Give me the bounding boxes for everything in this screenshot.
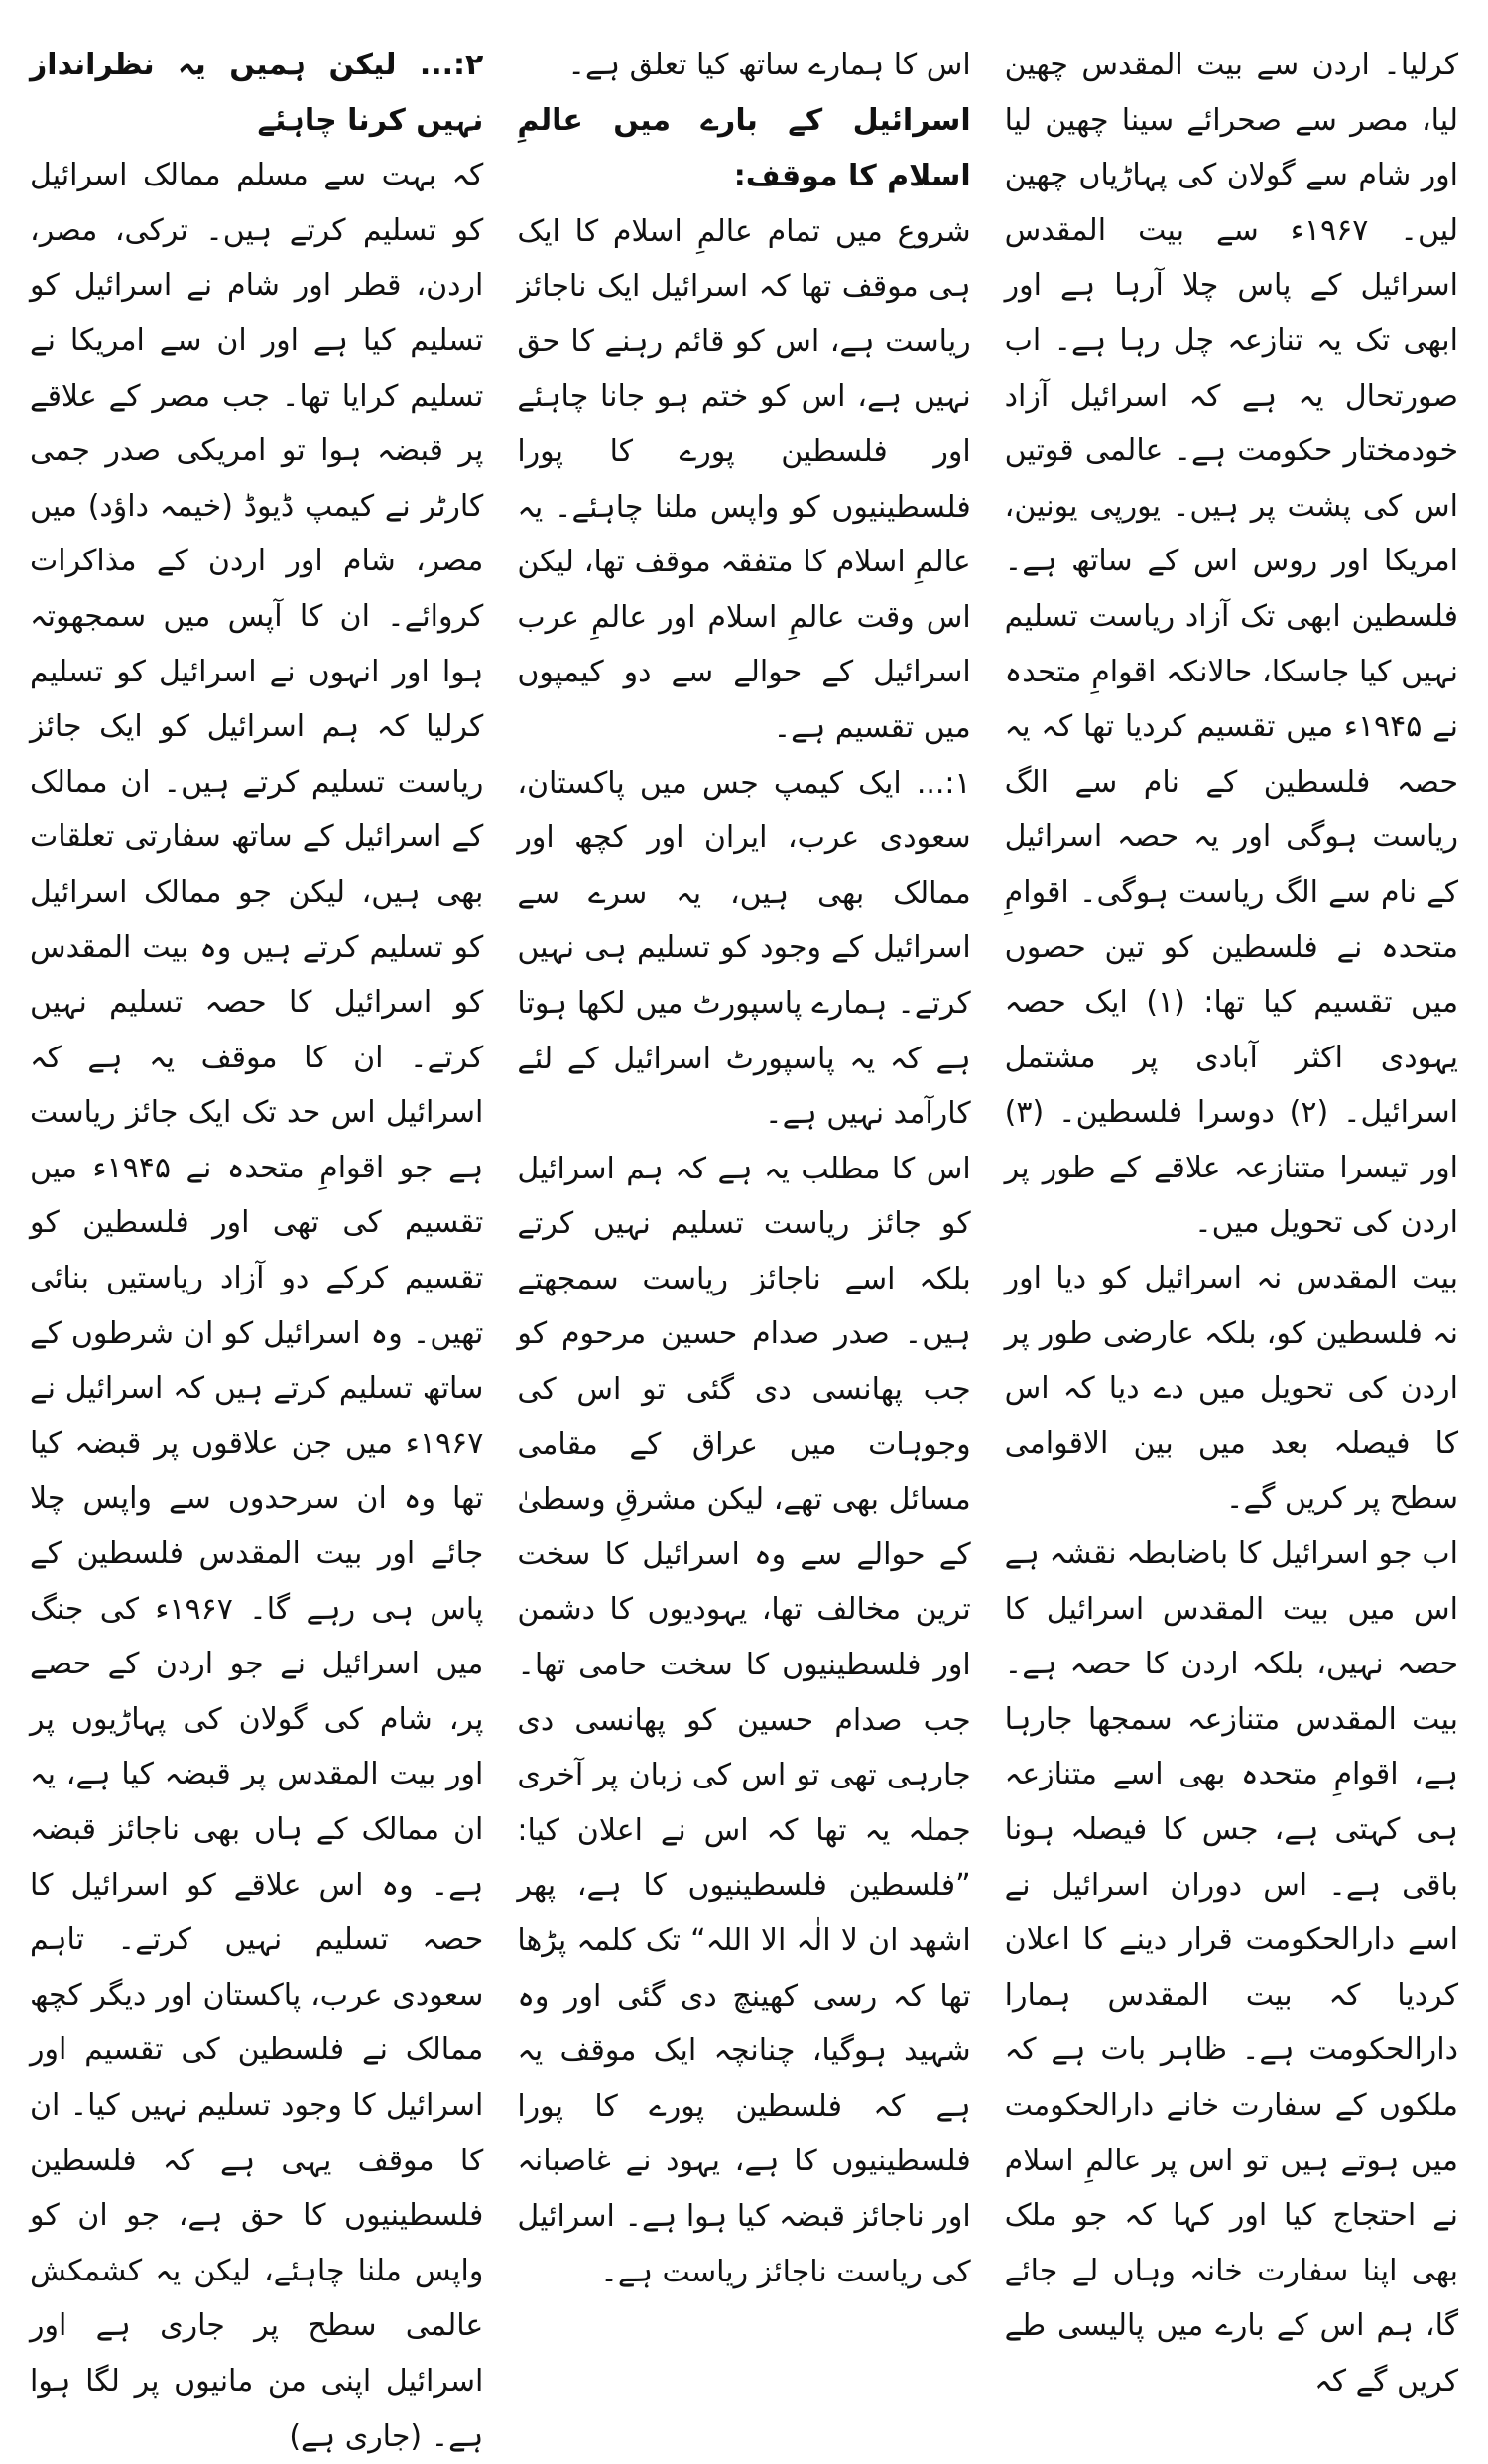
- paragraph: کرلیا۔ اردن سے بیت المقدس چھین لیا، مصر سے صحرائے سینا چھین لیا اور شام سے گولان کی پہاڑیاں چھین لیں۔ ۱۹۶۷ء سے بیت المقدس اسرائیل کے پاس چلا آرہا ہے اور ابھی تک یہ تنازعہ چل رہا ہے۔ اب صورتحال یہ ہے کہ اسرائیل آزاد خودمختار حکومت ہے۔ عالمی قوتیں اس کی پشت پر ہیں۔ یورپی یونین، امریکا اور روس اس کے ساتھ ہے۔ فلسطین ابھی تک آزاد ریاست تسلیم نہیں کیا جاسکا، حالانکہ اقوامِ متحدہ نے ۱۹۴۵ء میں تقسیم کردیا تھا کہ یہ حصہ فلسطین کے نام سے الگ ریاست ہوگی اور یہ حصہ اسرائیل کے نام سے الگ ریاست ہوگی۔ اقوامِ متحدہ نے فلسطین کو تین حصوں میں تقسیم کیا تھا: (۱) ایک حصہ یہودی اکثر آبادی پر مشتمل اسرائیل۔ (۲) دوسرا فلسطین۔ (۳) اور تیسرا متنازعہ علاقے کے طور پر اردن کی تحویل میں۔: [1004, 48, 1459, 1241]
- column-left: [30, 38, 484, 2454]
- paragraph: اب جو اسرائیل کا باضابطہ نقشہ ہے اس میں بیت المقدس اسرائیل کا حصہ نہیں، بلکہ اردن کا حصہ ہے۔ بیت المقدس متنازعہ سمجھا جارہا ہے، اقوامِ متحدہ بھی اسے متنازعہ ہی کہتی ہے، جس کا فیصلہ ہونا باقی ہے۔ اس دوران اسرائیل نے اسے دارالحکومت قرار دینے کا اعلان کردیا کہ بیت المقدس ہمارا دارالحکومت ہے۔ ظاہر بات ہے کہ ملکوں کے سفارت خانے دارالحکومت میں ہوتے ہیں تو اس پر عالمِ اسلام نے احتجاج کیا اور کہا کہ جو ملک بھی اپنا سفارت خانہ وہاں لے جائے گا، ہم اس کے بارے میں پالیسی طے کریں گے کہ: [1004, 1537, 1458, 2399]
- paragraph: اس کا ہمارے ساتھ کیا تعلق ہے۔: [567, 48, 971, 82]
- paragraph: اس کا مطلب یہ ہے کہ ہم اسرائیل کو جائز ریاست تسلیم نہیں کرتے بلکہ اسے ناجائز ریاست سمجھتے ہیں۔ صدر صدام حسین مرحوم کو جب پھانسی دی گئی تو اس کی وجوہات میں عراق کے مقامی مسائل بھی تھے، لیکن مشرقِ وسطیٰ کے حوالے سے وہ اسرائیل کا سخت ترین مخالف تھا، یہودیوں کا دشمن اور فلسطینیوں کا سخت حامی تھا۔ جب صدام حسین کو پھانسی دی جارہی تھی تو اس کی زبان پر آخری جملہ یہ تھا کہ اس نے اعلان کیا: ”فلسطین فلسطینیوں کا ہے، پھر اشھد ان لا الٰہ الا اللہ“ تک کلمہ پڑھا تھا کہ رسی کھینچ دی گئی اور وہ شہید ہوگیا، چنانچہ ایک موقف یہ ہے کہ فلسطین پورے کا پورا فلسطینیوں کا ہے، یہود نے غاصبانہ اور ناجائز قبضہ کیا ہوا ہے۔ اسرائیل کی ریاست ناجائز ریاست ہے۔: [517, 1151, 971, 2289]
- paragraph: کہ بہت سے مسلم ممالک اسرائیل کو تسلیم کرتے ہیں۔ ترکی، مصر، اردن، قطر اور شام نے اسرائیل کو تسلیم کیا ہے اور ان سے امریکا نے تسلیم کرایا تھا۔ جب مصر کے علاقے پر قبضہ ہوا تو امریکی صدر جمی کارٹر نے کیمپ ڈیوڈ (خیمہ داؤد) میں مصر، شام اور اردن کے مذاکرات کروائے۔ ان کا آپس میں سمجھوتہ ہوا اور انہوں نے اسرائیل کو تسلیم کرلیا کہ ہم اسرائیل کو ایک جائز ریاست تسلیم کرتے ہیں۔ ان ممالک کے اسرائیل کے ساتھ سفارتی تعلقات بھی ہیں، لیکن جو ممالک اسرائیل کو تسلیم کرتے ہیں وہ بیت المقدس کو اسرائیل کا حصہ تسلیم نہیں کرتے۔ ان کا موقف یہ ہے کہ اسرائیل اس حد تک ایک جائز ریاست ہے جو اقوامِ متحدہ نے ۱۹۴۵ء میں تقسیم کی تھی اور فلسطین کو تقسیم کرکے دو آزاد ریاستیں بنائی تھیں۔ وہ اسرائیل کو ان شرطوں کے ساتھ تسلیم کرتے ہیں کہ اسرائیل نے ۱۹۶۷ء میں جن علاقوں پر قبضہ کیا تھا وہ ان سرحدوں سے واپس چلا جائے اور بیت المقدس فلسطین کے پاس ہی رہے گا۔ ۱۹۶۷ء کی جنگ میں اسرائیل نے جو اردن کے حصے پر، شام کی گولان کی پہاڑیوں پر اور بیت المقدس پر قبضہ کیا ہے، یہ ان ممالک کے ہاں بھی ناجائز قبضہ ہے۔ وہ اس علاقے کو اسرائیل کا حصہ تسلیم نہیں کرتے۔ تاہم سعودی عرب، پاکستان اور دیگر کچھ ممالک نے فلسطین کی تقسیم اور اسرائیل کا وجود تسلیم نہیں کیا۔ ان کا موقف یہی ہے کہ فلسطین فلسطینیوں کا حق ہے، جو ان کو واپس ملنا چاہئے، لیکن یہ کشمکش عالمی سطح پر جاری ہے اور اسرائیل اپنی من مانیوں پر لگا ہوا ہے۔ (جاری ہے): [30, 158, 484, 2454]
- numbered-paragraph: ۱:... ایک کیمپ جس میں پاکستان، سعودی عرب، ایران اور کچھ اور ممالک بھی ہیں، یہ سرے سے اسرائیل کے وجود کو تسلیم ہی نہیں کرتے۔ ہمارے پاسپورٹ میں لکھا ہوتا ہے کہ یہ پاسپورٹ اسرائیل کے لئے کارآمد نہیں ہے۔: [517, 765, 971, 1132]
- column-middle: [517, 38, 971, 2289]
- section-heading: اسرائیل کے بارے میں عالمِ اسلام کا موقف:: [517, 102, 971, 193]
- paragraph: بیت المقدس نہ اسرائیل کو دیا اور نہ فلسطین کو، بلکہ عارضی طور پر اردن کی تحویل میں دے دیا کہ اس کا فیصلہ بعد میں بین الاقوامی سطح پر کریں گے۔: [1004, 1261, 1458, 1517]
- numbered-heading: ۲:... لیکن ہمیں یہ نظرانداز نہیں کرنا چاہئے: [30, 48, 484, 138]
- paragraph: شروع میں تمام عالمِ اسلام کا ایک ہی موقف تھا کہ اسرائیل ایک ناجائز ریاست ہے، اس کو قائم رہنے کا حق نہیں ہے، اس کو ختم ہو جانا چاہئے اور فلسطین پورے کا پورا فلسطینیوں کو واپس ملنا چاہئے۔ یہ عالمِ اسلام کا متفقہ موقف تھا، لیکن اس وقت عالمِ اسلام اور عالمِ عرب اسرائیل کے حوالے سے دو کیمپوں میں تقسیم ہے۔: [517, 213, 971, 745]
- column-right: [1004, 38, 1459, 2399]
